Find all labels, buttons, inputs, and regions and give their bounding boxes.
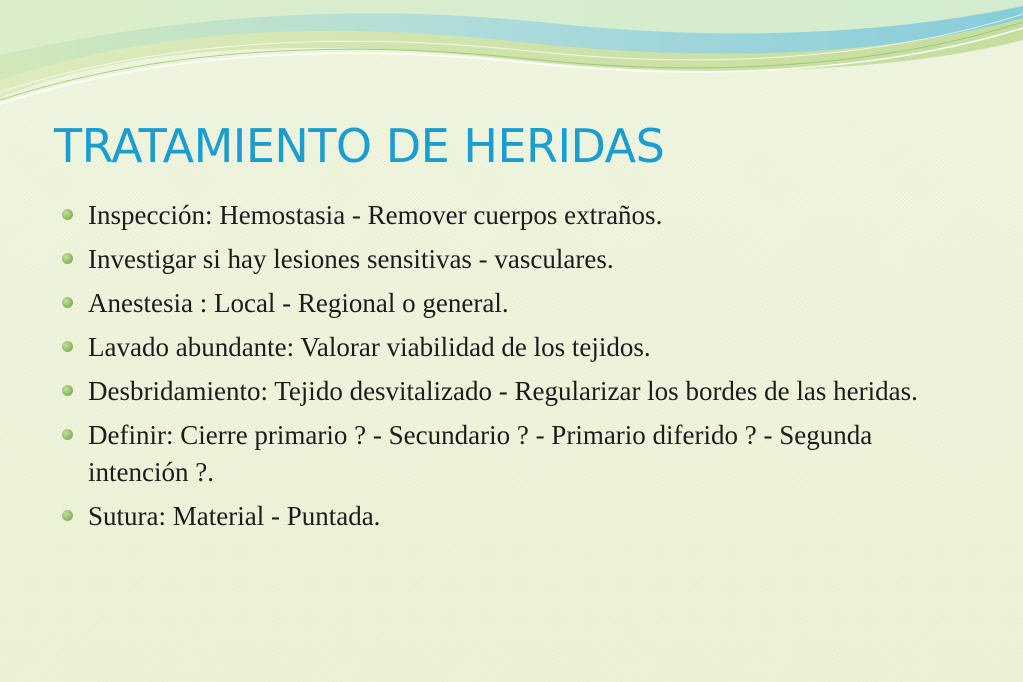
bullet-icon bbox=[62, 341, 73, 352]
bullet-text: Investigar si hay lesiones sensitivas - vasculares. bbox=[88, 244, 614, 274]
bullet-list bbox=[62, 197, 942, 542]
bullet-text: Inspección: Hemostasia - Remover cuerpos extraños. bbox=[88, 200, 663, 230]
header-wave-decoration bbox=[0, 0, 1023, 110]
list-item bbox=[62, 373, 942, 410]
bullet-icon bbox=[62, 253, 73, 264]
bullet-icon bbox=[62, 429, 73, 440]
bullet-text: Lavado abundante: Valorar viabilidad de los tejidos. bbox=[88, 332, 651, 362]
bullet-text: Sutura: Material - Puntada. bbox=[88, 500, 381, 531]
bullet-text: Definir: Cierre primario ? - Secundario ? - Primario diferido ? - Segunda intención ?. bbox=[88, 420, 873, 487]
slide-title: TRATAMIENTO DE HERIDAS bbox=[54, 119, 665, 173]
bullet-icon bbox=[62, 297, 73, 308]
bullet-icon bbox=[62, 510, 73, 521]
list-item bbox=[62, 498, 942, 535]
list-item bbox=[62, 197, 942, 234]
list-item bbox=[62, 285, 942, 322]
list-item bbox=[62, 329, 942, 366]
bullet-text: Desbridamiento: Tejido desvitalizado - Regularizar los bordes de las heridas. bbox=[88, 376, 918, 406]
list-item bbox=[62, 241, 942, 278]
list-item bbox=[62, 417, 942, 490]
bullet-text: Anestesia : Local - Regional o general. bbox=[88, 288, 509, 318]
bullet-icon bbox=[62, 385, 73, 396]
bullet-icon bbox=[62, 209, 73, 220]
